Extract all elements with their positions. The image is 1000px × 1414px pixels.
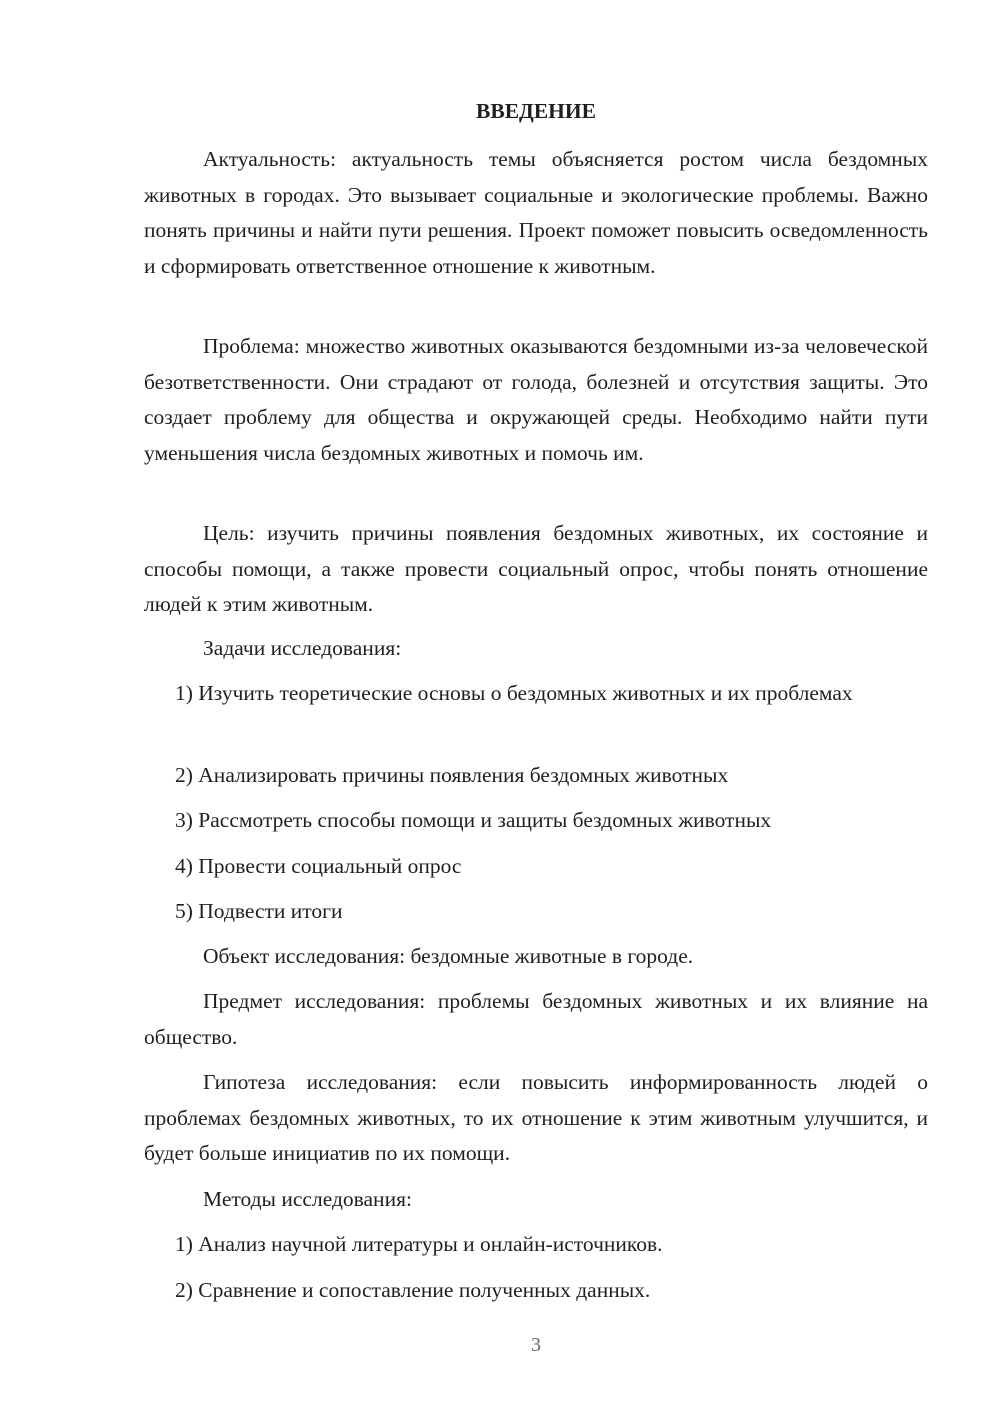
task-item-3: 3) Рассмотреть способы помощи и защиты бездомных животных: [175, 808, 772, 832]
task-item-2: 2) Анализировать причины появления бездомных животных: [175, 763, 729, 787]
paragraph-problem: Проблема: множество животных оказываются бездомными из-за человеческой безответственности. Они страдают от голода, болезней и отсутствия защиты. Это создает проблему для общества и окружающей среды. Необходимо найти пути уменьшения числа бездомных животных и помочь им.: [144, 334, 928, 465]
paragraph-hypothesis: Гипотеза исследования: если повысить информированность людей о проблемах бездомных животных, то их отношение к этим животным улучшится, и будет больше инициатив по их помощи.: [144, 1070, 928, 1166]
method-item-1: 1) Анализ научной литературы и онлайн-источников.: [175, 1232, 663, 1256]
paragraph-methods-heading: Методы исследования:: [203, 1187, 412, 1211]
section-title: ВВЕДЕНИЕ: [476, 99, 596, 123]
task-item-1: 1) Изучить теоретические основы о бездомных животных и их проблемах: [175, 681, 853, 705]
paragraph-subject: Предмет исследования: проблемы бездомных животных и их влияние на общество.: [144, 989, 928, 1049]
paragraph-goal: Цель: изучить причины появления бездомных животных, их состояние и способы помощи, а также провести социальный опрос, чтобы понять отношение людей к этим животным.: [144, 521, 928, 617]
task-item-5: 5) Подвести итоги: [175, 899, 343, 923]
page-number: 3: [531, 1334, 541, 1356]
paragraph-object: Объект исследования: бездомные животные в городе.: [203, 944, 694, 968]
task-item-4: 4) Провести социальный опрос: [175, 854, 462, 878]
paragraph-relevance: Актуальность: актуальность темы объясняется ростом числа бездомных животных в городах. Это вызывает социальные и экологические проблемы. Важно понять причины и найти пути решения. Проект поможет повысить осведомленность и сформировать ответственное отношение к животным.: [144, 147, 928, 278]
paragraph-tasks-heading: Задачи исследования:: [203, 636, 402, 660]
method-item-2: 2) Сравнение и сопоставление полученных данных.: [175, 1278, 651, 1302]
